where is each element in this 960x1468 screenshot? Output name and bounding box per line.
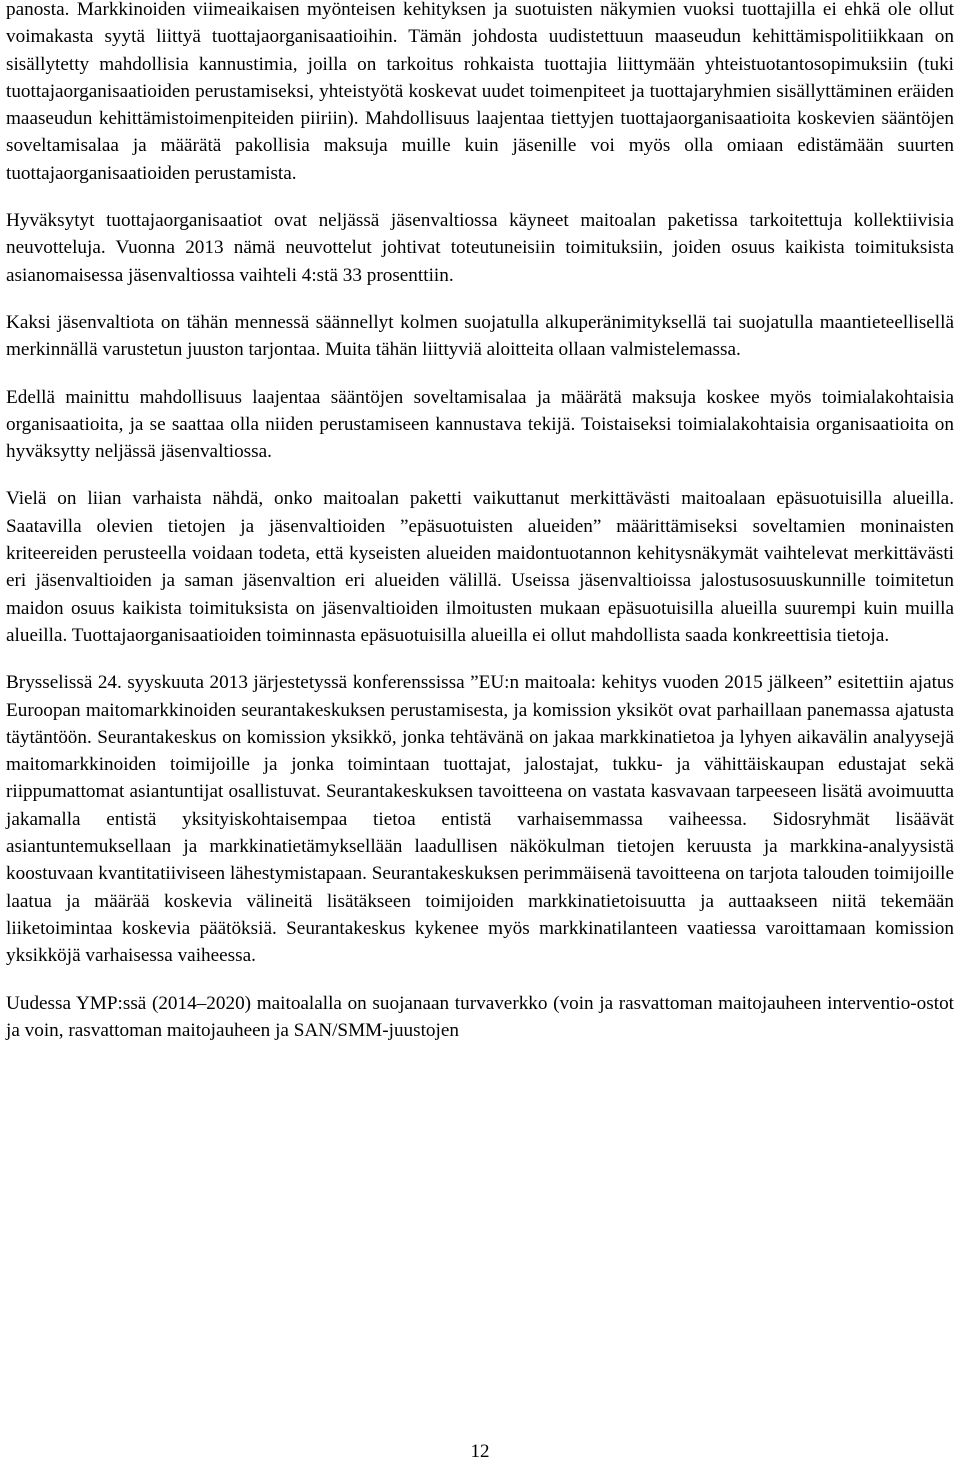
document-page xyxy=(6,0,954,1468)
paragraph-collective-negotiations: Hyväksytyt tuottajaorganisaatiot ovat neljässä jäsenvaltiossa käyneet maitoalan paketissa tarkoitettuja kollektiivisia neuvotteluja. Vuonna 2013 nämä neuvottelut johtivat toteutuneisiin toimituksiin, joiden osuus kaikista toimituksista asianomaisessa jäsenvaltiossa vaihteli 4:stä 33 prosenttiin. xyxy=(6,210,954,286)
page-number: 12 xyxy=(470,1441,490,1462)
paragraph-cheese-supply: Kaksi jäsenvaltiota on tähän mennessä säännellyt kolmen suojatulla alkuperänimityksellä tai suojatulla maantieteellisellä merkinnällä varustetun juuston tarjontaa. Muita tähän liittyviä aloitteita ollaan valmistelemassa. xyxy=(6,311,954,361)
paragraph-milk-market-observatory: Brysselissä 24. syyskuuta 2013 järjestetyssä konferenssissa ”EU:n maitoala: kehitys vuoden 2015 jälkeen” esitettiin ajatus Euroopan maitomarkkinoiden seurantakeskuksen perustamisesta, ja komission yksiköt ovat parhaillaan panemassa ajatusta täytäntöön. Seurantakeskus on komission yksikkö, jonka tehtävänä on jakaa markkinatietoa ja lyhyen aikavälin analyysejä maitomarkkinoiden toimijoille ja jonka toimintaan tuottajat, jalostajat, tukku- ja vähittäiskaupan edustajat sekä riippumattomat asiantuntijat osallistuvat. Seurantakeskuksen tavoitteena on vastata kasvavaan tarpeeseen lisätä avoimuutta jakamalla entistä yksityiskohtaisempaa tietoa entistä varhaisemmassa vaiheessa. Sidosryhmät lisäävät asiantuntemuksellaan ja markkinatietämyksellään laadullisen näkökulman tietojen keruusta ja markkina-analyysistä koostuvaan kvantitatiiviseen lähestymistapaan. Seurantakeskuksen perimmäisenä tavoitteena on tarjota talouden toimijoille laatua ja määrää koskevia välineitä lisätäkseen toimijoiden markkinatietoisuutta ja auttaakseen niitä tekemään liiketoimintaa koskevia päätöksiä. Seurantakeskus kykenee myös markkinatilanteen vaatiessa varoittamaan komission yksikköjä varhaisessa vaiheessa. xyxy=(6,672,954,967)
paragraph-producer-organisations: panosta. Markkinoiden viimeaikaisen myönteisen kehityksen ja suotuisten näkymien vuoksi tuottajilla ei ehkä ole ollut voimakasta syytä liittyä tuottajaorganisaatioihin. Tämän johdosta uudistettuun maaseudun kehittämispolitiikkaan on sisällytetty mahdollisia kannustimia, joilla on tarkoitus rohkaista tuottajia liittymään yhteistuotantosopimuksiin (tuki tuottajaorganisaatioiden perustamiseksi, yhteistyötä koskevat uudet toimenpiteet ja tuottajaryhmien sisällyttäminen eräiden maaseudun kehittämistoimenpiteiden piiriin). Mahdollisuus laajentaa tiettyjen tuottajaorganisaatioita koskevien sääntöjen soveltamisalaa ja määrätä pakollisia maksuja muille kuin jäsenille voi myös olla omiaan edistämään suurten tuottajaorganisaatioiden perustamista. xyxy=(6,0,954,184)
paragraph-interbranch-organisations: Edellä mainittu mahdollisuus laajentaa sääntöjen soveltamisalaa ja määrätä maksuja koskee myös toimialakohtaisia organisaatioita, ja se saattaa olla niiden perustamiseen kannustava tekijä. Toistaiseksi toimialakohtaisia organisaatioita on hyväksytty neljässä jäsenvaltiossa. xyxy=(6,386,954,463)
paragraph-disadvantaged-areas: Vielä on liian varhaista nähdä, onko maitoalan paketti vaikuttanut merkittävästi maitoalaan epäsuotuisilla alueilla. Saatavilla olevien tietojen ja jäsenvaltioiden ”epäsuotuisten alueiden” määrittämiseksi soveltamien moninaisten kriteereiden perusteella voidaan todeta, että kyseisten alueiden maidontuotannon kehitysnäkymät vaihtelevat merkittävästi eri jäsenvaltioiden ja saman jäsenvaltion eri alueiden välillä. Useissa jäsenvaltioissa jalostusosuuskunnille toimitetun maidon osuus kaikista toimituksista on jäsenvaltioiden ilmoitusten mukaan epäsuotuisilla alueilla suurempi kuin muilla alueilla. Tuottajaorganisaatioiden toiminnasta epäsuotuisilla alueilla ei ollut mahdollista saada konkreettisia tietoja. xyxy=(6,488,954,646)
paragraph-new-cap-safety-net: Uudessa YMP:ssä (2014–2020) maitoalalla on suojanaan turvaverkko (voin ja rasvattoman maitojauheen interventio-ostot ja voin, rasvattoman maitojauheen ja SAN/SMM-juustojen xyxy=(6,992,954,1041)
